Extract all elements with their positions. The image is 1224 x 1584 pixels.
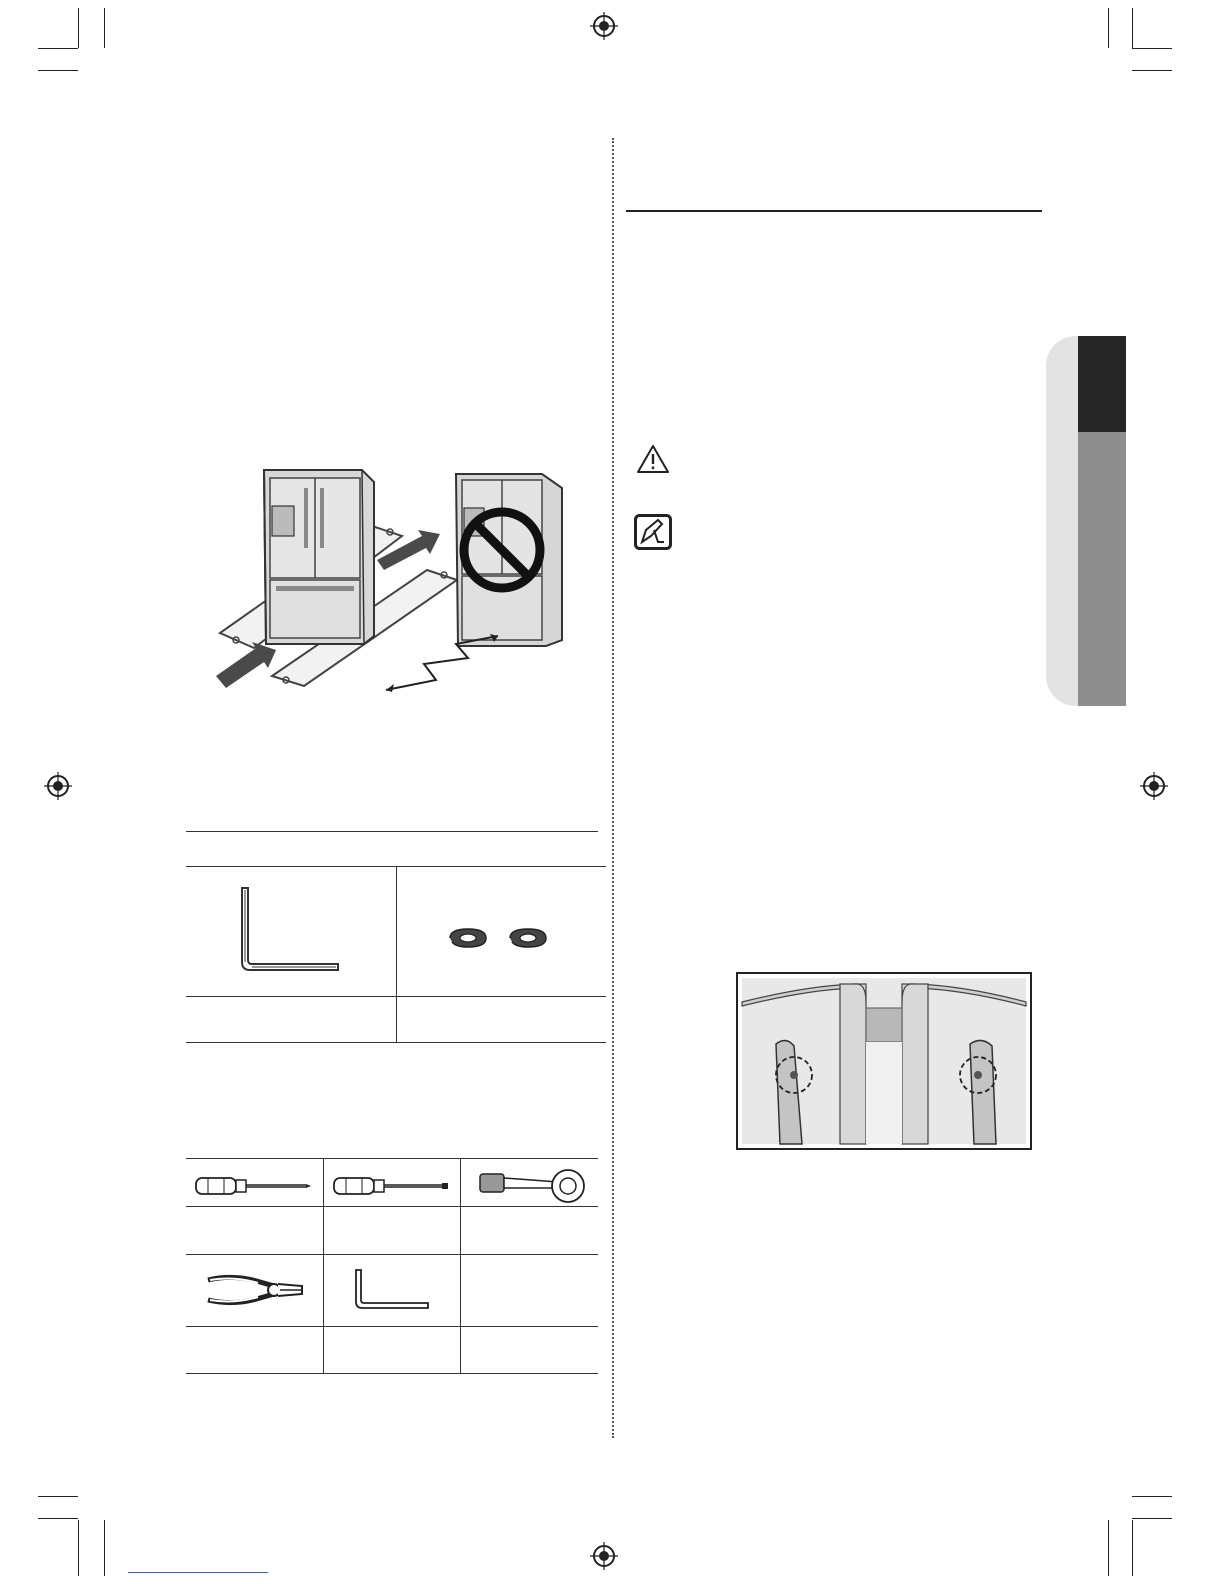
crop-mark (1132, 8, 1133, 48)
crop-mark (1132, 1520, 1133, 1576)
table-rule (186, 1254, 598, 1255)
footer-link-underline (128, 1572, 268, 1573)
table-rule (460, 1158, 461, 1373)
registration-mark-icon (44, 772, 72, 800)
crop-mark (38, 1496, 78, 1497)
table-rule (186, 1373, 598, 1374)
pliers-icon (204, 1272, 306, 1308)
door-hinge-illustration (736, 972, 1032, 1150)
crop-mark (1108, 8, 1109, 48)
table-rule (186, 1158, 598, 1159)
crop-mark (1132, 1518, 1172, 1519)
registration-mark-icon (590, 1542, 618, 1570)
phillips-screwdriver-icon (194, 1174, 312, 1198)
hex-wrench-small-icon (352, 1268, 432, 1310)
note-pencil-icon (634, 514, 672, 550)
crop-mark (78, 8, 79, 48)
chapter-tab-active (1078, 336, 1126, 432)
crop-mark (1132, 1496, 1172, 1497)
section-rule (626, 210, 1042, 212)
flat-screwdriver-icon (332, 1174, 450, 1198)
table-rule (323, 1158, 324, 1373)
crop-mark (38, 70, 78, 71)
table-rule (186, 831, 598, 832)
warning-triangle-icon (636, 444, 670, 474)
registration-mark-icon (1140, 772, 1168, 800)
crop-mark (38, 48, 78, 49)
table-rule (396, 866, 397, 1042)
chapter-tab-section (1078, 432, 1126, 706)
crop-mark (38, 1518, 78, 1519)
table-rule (186, 1206, 598, 1207)
crop-mark (1132, 70, 1172, 71)
chapter-tab-background (1046, 336, 1078, 706)
crop-mark (78, 1520, 79, 1576)
crop-mark (104, 1520, 105, 1576)
crop-mark (104, 8, 105, 48)
fridge-moving-illustration (212, 458, 584, 698)
table-rule (186, 1326, 598, 1327)
crop-mark (1108, 1520, 1109, 1576)
clip-rings-icon (446, 926, 556, 950)
column-divider (612, 138, 614, 1438)
hex-wrench-icon (236, 884, 346, 974)
registration-mark-icon (590, 12, 618, 40)
crop-mark (1132, 48, 1172, 49)
socket-wrench-icon (478, 1166, 588, 1206)
table-rule (186, 1042, 606, 1043)
